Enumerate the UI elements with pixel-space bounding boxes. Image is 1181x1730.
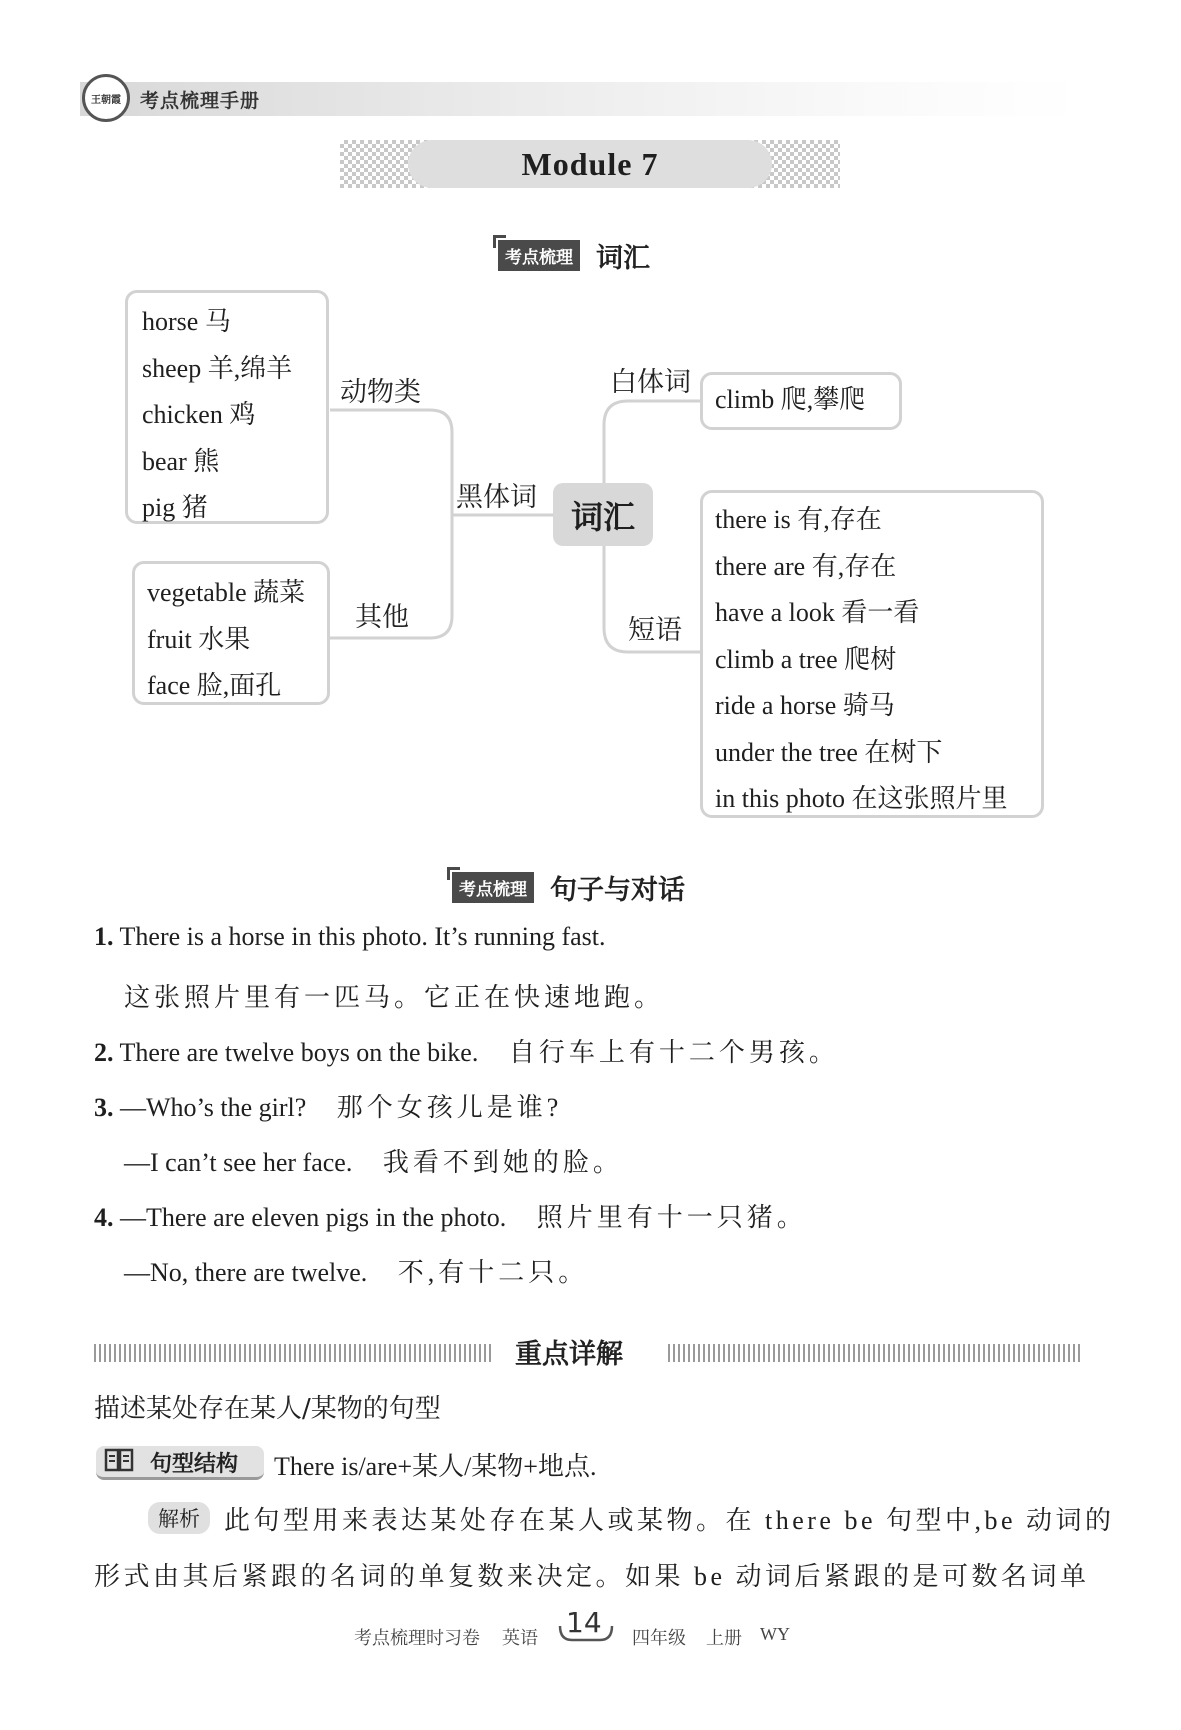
phrases-label: 短语 xyxy=(628,615,682,646)
center-node: 词汇 xyxy=(553,483,653,546)
animal-item: horse 马 xyxy=(142,307,231,336)
animal-item: pig 猪 xyxy=(142,493,208,522)
footer-volume: 上册 xyxy=(706,1628,742,1648)
phrase-item: there is 有,存在 xyxy=(715,505,882,534)
sentence-chinese: 那个女孩儿是谁? xyxy=(336,1093,563,1122)
sentence-chinese: 自行车上有十二个男孩。 xyxy=(508,1038,839,1067)
white-words-box xyxy=(700,372,902,430)
sentence-4-b xyxy=(124,1252,588,1289)
sentence-number: 3. xyxy=(94,1093,114,1122)
module-title: Module 7 xyxy=(408,140,772,188)
animals-box xyxy=(125,290,329,524)
sentence-english: —There are eleven pigs in the photo. xyxy=(120,1203,507,1232)
key-points-title: 重点详解 xyxy=(515,1339,623,1370)
analysis-line-2: 形式由其后紧跟的名词的单复数来决定。如果 be 动词后紧跟的是可数名词单 xyxy=(94,1562,1090,1591)
logo-text: 王朝霞 xyxy=(91,94,121,106)
key-points-subtitle: 描述某处存在某人/某物的句型 xyxy=(94,1394,441,1424)
structure-formula: There is/are+某人/某物+地点. xyxy=(274,1452,597,1481)
sentences-section-tag: 考点梳理 xyxy=(452,872,534,903)
sentence-1-en xyxy=(94,922,606,952)
bold-words-label: 黑体词 xyxy=(456,482,537,513)
other-item: face 脸,面孔 xyxy=(147,671,282,700)
others-label: 其他 xyxy=(355,602,409,633)
phrase-item: there are 有,存在 xyxy=(715,551,897,581)
sentence-3-a xyxy=(94,1087,562,1124)
analysis-line-1: 此句型用来表达某处存在某人或某物。在 there be 句型中,be 动词的 xyxy=(224,1506,1115,1535)
phrase-item: in this photo 在这张照片里 xyxy=(715,784,1008,813)
sentence-number: 4. xyxy=(94,1203,114,1232)
other-item: vegetable 蔬菜 xyxy=(147,578,306,607)
vocab-section-title: 词汇 xyxy=(596,243,650,274)
sentence-number: 1. xyxy=(94,922,114,951)
sentence-chinese: 不,有十二只。 xyxy=(397,1258,589,1287)
animals-label: 动物类 xyxy=(340,377,421,408)
sentence-english: There is a horse in this photo. It’s running fast. xyxy=(119,922,606,951)
header-title: 考点梳理手册 xyxy=(140,91,261,112)
other-item: fruit 水果 xyxy=(147,624,251,654)
sentence-english: —No, there are twelve. xyxy=(124,1258,368,1287)
others-box xyxy=(132,561,330,705)
sentences-section-heading xyxy=(452,868,685,907)
sentence-english: —Who’s the girl? xyxy=(120,1093,307,1122)
animal-item: bear 熊 xyxy=(142,446,220,476)
key-points-divider-right xyxy=(668,1344,1080,1362)
white-words-label: 白体词 xyxy=(610,367,691,398)
footer-book: 考点梳理时习卷 xyxy=(354,1628,480,1648)
sentence-english: —I can’t see her face. xyxy=(124,1148,353,1177)
footer-grade: 四年级 xyxy=(632,1628,686,1648)
sentence-english: There are twelve boys on the bike. xyxy=(119,1038,479,1067)
footer-subject: 英语 xyxy=(502,1628,538,1648)
sentence-3-b xyxy=(124,1142,623,1179)
analysis-tag: 解析 xyxy=(148,1502,210,1534)
phrase-item: climb a tree 爬树 xyxy=(715,644,897,674)
animal-item: sheep 羊,绵羊 xyxy=(142,353,293,383)
sentences-section-title: 句子与对话 xyxy=(550,875,685,906)
vocab-section-tag: 考点梳理 xyxy=(498,240,580,271)
sentence-chinese: 照片里有十一只猪。 xyxy=(536,1203,807,1232)
phrases-box xyxy=(700,490,1044,818)
phrase-item: under the tree 在树下 xyxy=(715,737,943,767)
sentence-number: 2. xyxy=(94,1038,114,1067)
animal-item: chicken 鸡 xyxy=(142,400,256,429)
sentence-1-cn: 这张照片里有一匹马。它正在快速地跑。 xyxy=(124,983,665,1012)
phrase-item: have a look 看一看 xyxy=(715,598,920,627)
white-word-item: climb 爬,攀爬 xyxy=(715,385,866,414)
structure-tag: 句型结构 xyxy=(150,1452,239,1477)
sentence-4-a xyxy=(94,1197,807,1234)
book-icon xyxy=(104,1448,134,1474)
phrase-item: ride a horse 骑马 xyxy=(715,691,895,720)
sentence-2 xyxy=(94,1032,839,1069)
key-points-divider-left xyxy=(94,1344,494,1362)
footer-edition: WY xyxy=(760,1624,790,1644)
page-number: 14 xyxy=(566,1606,602,1639)
sentence-chinese: 我看不到她的脸。 xyxy=(382,1148,623,1177)
